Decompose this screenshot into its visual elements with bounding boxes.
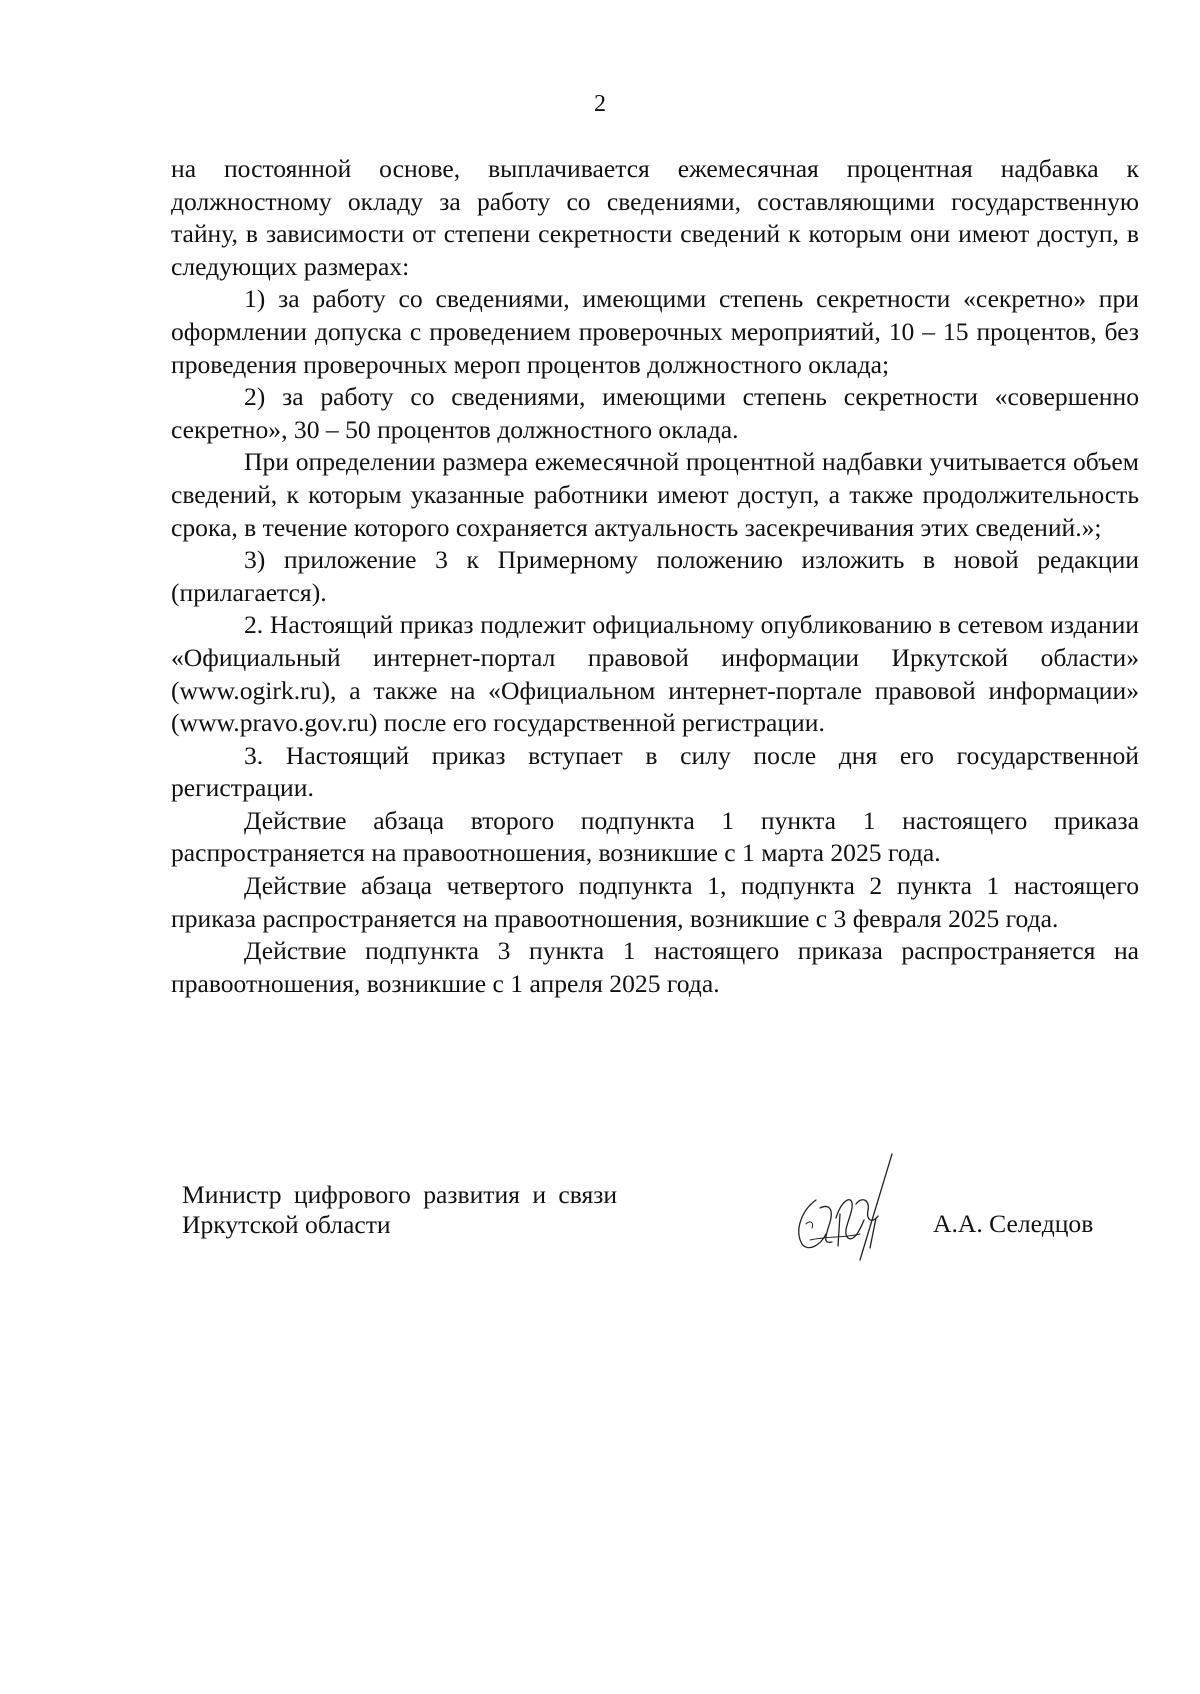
page-number: 2 [594, 91, 606, 117]
handwritten-signature-icon [780, 1148, 930, 1268]
signatory-position [182, 1180, 617, 1240]
paragraph-item-2: 2) за работу со сведениями, имеющими степень секретности «совершенно секретно», 30 – 50 процентов должностного оклада. [171, 382, 1139, 444]
paragraph-item-3: 3) приложение 3 к Примерному положению изложить в новой редакции (прилагается). [171, 545, 1139, 607]
paragraph-intro: на постоянной основе, выплачивается ежемесячная процентная надбавка к должностному окладу за работу со сведениями, составляющими государственную тайну, в зависимости от степени секретности сведений к которым они имеют доступ, в следующих размерах: [171, 154, 1139, 281]
position-title-line-2: Иркутской области [182, 1210, 391, 1239]
paragraph-effect-march: Действие абзаца второго подпункта 1 пункта 1 настоящего приказа распространяется на правоотношения, возникшие с 1 марта 2025 года. [171, 805, 1139, 868]
paragraph-effect-february: Действие абзаца четвертого подпункта 1, подпункта 2 пункта 1 настоящего приказа распространяется на правоотношения, возникшие с 3 февраля 2025 года. [171, 871, 1139, 933]
paragraph-determination: При определении размера ежемесячной процентной надбавки учитывается объем сведений, к которым указанные работники имеют доступ, а также продолжительность срока, в течение которого сохраняется актуальность засекречивания этих сведений.»; [171, 447, 1139, 542]
paragraph-entry-into-force: 3. Настоящий приказ вступает в силу после дня его государственной регистрации. [171, 740, 1139, 803]
position-title-line-1: Министр цифрового развития и связи [182, 1180, 618, 1209]
paragraph-effect-april: Действие подпункта 3 пункта 1 настоящего приказа распространяется на правоотношения, возникшие с 1 апреля 2025 года. [171, 936, 1139, 998]
paragraph-item-1: 1) за работу со сведениями, имеющими степень секретности «секретно» при оформлении допуска с проведением проверочных мероприятий, 10 – 15 процентов, без проведения проверочных мероп процентов должностного оклада; [171, 284, 1139, 379]
document-body [171, 153, 1139, 1000]
paragraph-publication: 2. Настоящий приказ подлежит официальному опубликованию в сетевом издании «Официальный интернет-портал правовой информации Иркутской области» (www.ogirk.ru), а также на «Официальном интернет-портале правовой информации» (www.pravo.gov.ru) после его государственной регистрации. [171, 610, 1139, 738]
signer-name: А.А. Селедцов [933, 1209, 1094, 1238]
